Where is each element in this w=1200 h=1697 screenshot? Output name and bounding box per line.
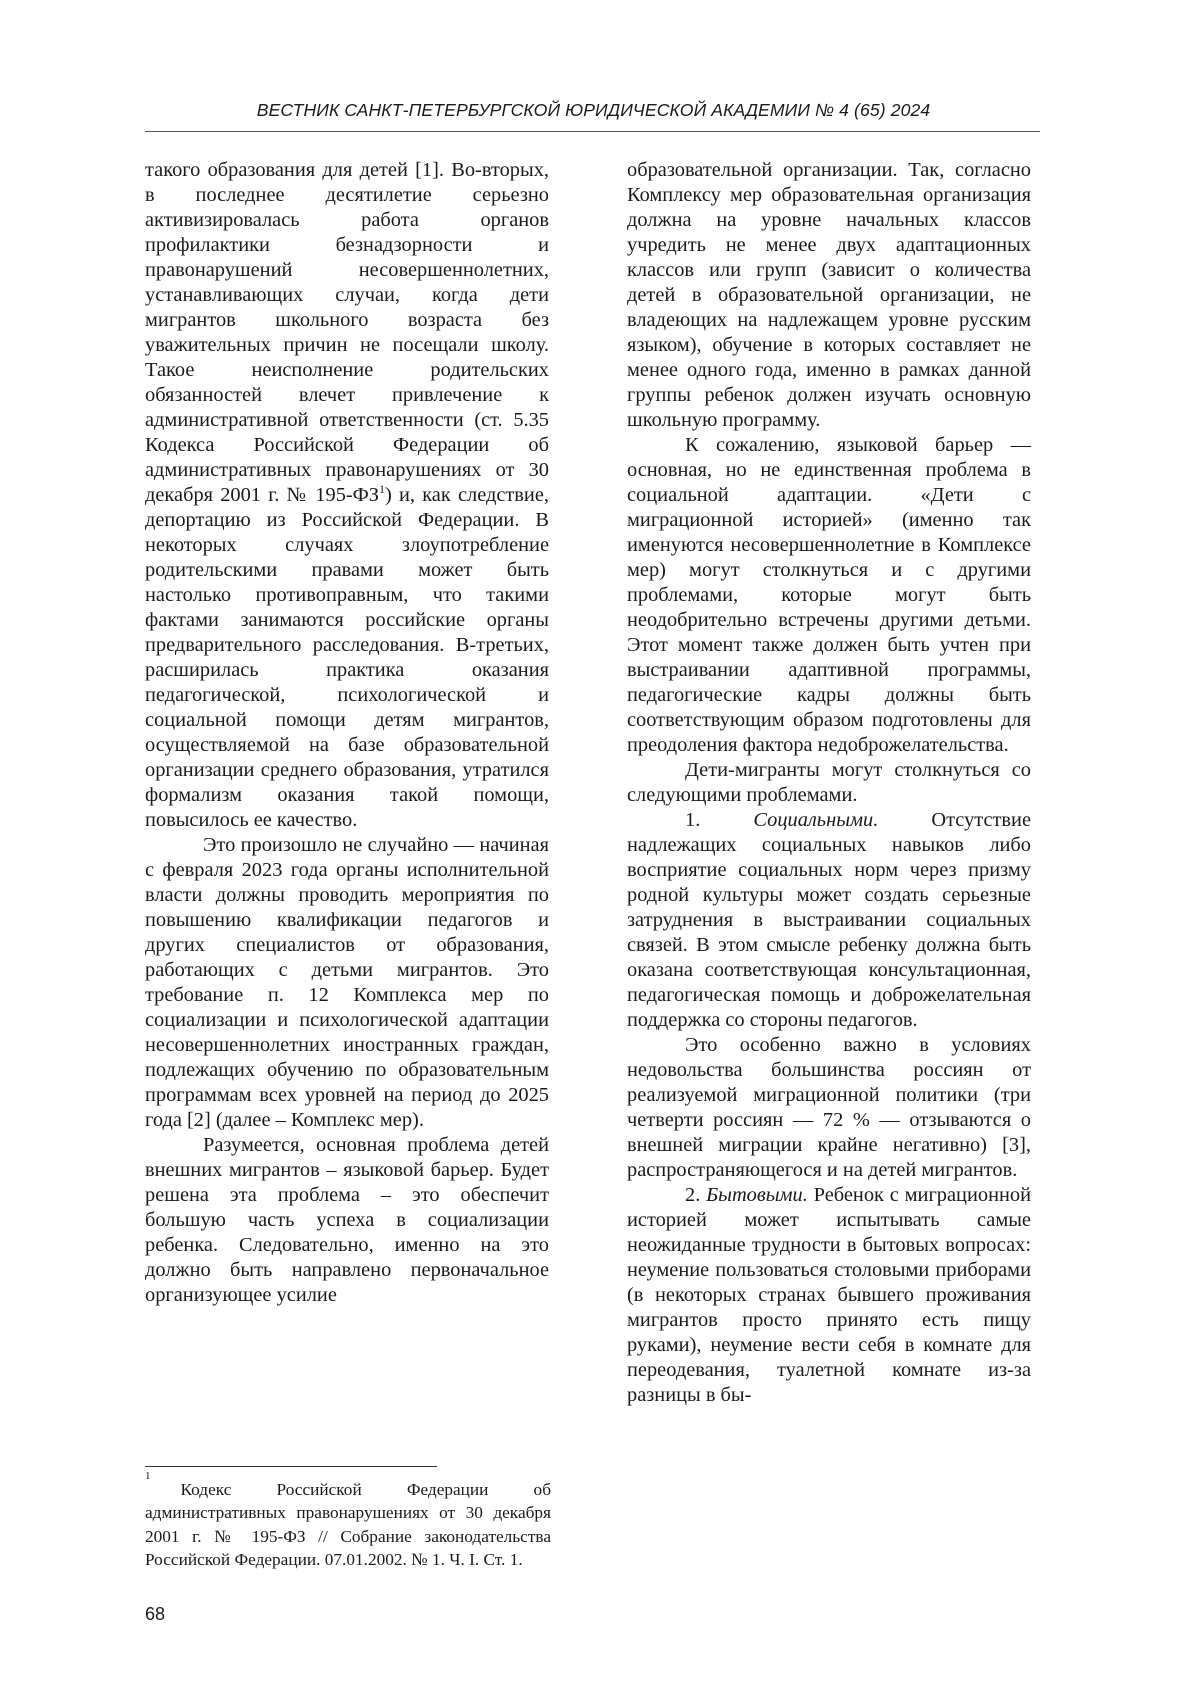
right-paragraph-6 (627, 1183, 1031, 1408)
footnote-text: Кодекс Российской Федерации об административных правонарушениях от 30 декабря 2001 г. № 195-ФЗ // Собрание законодательства Российской Федерации. 07.01.2002. № 1. Ч. I. Ст. 1. (145, 1480, 551, 1569)
footnote (145, 1470, 551, 1571)
right-paragraph-3: Дети-мигранты могут столкнуться со следующими проблемами. (627, 759, 1031, 806)
right-paragraph-4 (627, 808, 1031, 1033)
list-text-household: Ребенок с миграционной историей может испытывать самые неожиданные трудности в бытовых вопросах: неумение пользоваться столовыми приборами (в некоторых странах бывшего проживания мигрантов просто принято есть пищу руками), неумение вести себя в комнате для переодевания, туалетной комнате из-за разницы в бы- (627, 1184, 1031, 1406)
footnote-reference[interactable]: 1 (379, 482, 386, 497)
list-heading-social: Социальными. (753, 809, 879, 831)
journal-header: ВЕСТНИК САНКТ-ПЕТЕРБУРГСКОЙ ЮРИДИЧЕСКОЙ АКАДЕМИИ № 4 (65) 2024 (256, 100, 931, 120)
right-paragraph-1: образовательной организации. Так, согласно Комплексу мер образовательная организация должна на уровне начальных классов учредить не менее двух адаптационных классов или групп (зависит о количества детей в образовательной организации, не владеющих на надлежащем уровне русским языком), обучение в которых составляет не менее одного года, именно в рамках данной группы ребенок должен изучать основную школьную программу. (627, 159, 1031, 431)
left-paragraph-1-end: ) и, как следствие, депортацию из Российской Федерации. В некоторых случаях злоупотребление родительскими правами может быть настолько противоправным, что такими фактами занимаются российские органы предварительного расследования. В-третьих, расширилась практика оказания педагогической, психологической и социальной помощи детям мигрантов, осуществляемой на базе образовательной организации среднего образования, утратился формализм оказания такой помощи, повысилось ее качество. (145, 484, 549, 831)
list-number-2: 2. (685, 1184, 707, 1206)
left-paragraph-2: Это произошло не случайно — начиная с февраля 2023 года органы исполнительной власти должны проводить мероприятия по повышению квалификации педагогов и других специалистов от образования, работающих с детьми мигрантов. Это требование п. 12 Комплекса мер по социализации и психологической адаптации несовершеннолетних иностранных граждан, подлежащих обучению по образовательным программам всех уровней на период до 2025 года [2] (далее – Комплекс мер). (145, 834, 549, 1131)
footnote-mark: 1 (145, 1470, 151, 1482)
left-paragraph-3: Разумеется, основная проблема детей внешних мигрантов – языковой барьер. Будет решена эта проблема – это обеспечит большую часть успеха в социализации ребенка. Следовательно, именно на это должно быть направлено первоначальное организующее усилие (145, 1134, 549, 1306)
right-column (627, 158, 1031, 1408)
list-number-1: 1. (685, 809, 754, 831)
right-paragraph-2: К сожалению, языковой барьер — основная, но не единственная проблема в социальной адаптации. «Дети с миграционной историей» (именно так именуются несовершеннолетние в Комплексе мер) могут столкнуться и с другими проблемами, которые могут быть неодобрительно встречены другими детьми. Этот момент также должен быть учтен при выстраивании адаптивной программы, педагогические кадры должны быть соответствующим образом подготовлены для преодоления фактора недоброжелательства. (627, 434, 1031, 756)
left-paragraph-1-text: такого образования для детей [1]. Во-вторых, в последнее десятилетие серьезно активизировалась работа органов профилактики безнадзорности и правонарушений несовершеннолетних, устанавливающих случаи, когда дети мигрантов школьного возраста без уважительных причин не посещали школу. Такое неисполнение родительских обязанностей влечет привлечение к административной ответственности (ст. 5.35 Кодекса Российской Федерации об административных правонарушениях от 30 декабря 2001 г. № 195-ФЗ (145, 159, 549, 506)
list-heading-household: Бытовыми. (706, 1184, 808, 1206)
list-text-social: Отсутствие надлежащих социальных навыков либо восприятие социальных норм через призму родной культуры может создать серьезные затруднения в выстраивании социальных связей. В этом смысле ребенку должна быть оказана соответствующая консультационная, педагогическая помощь и доброжелательная поддержка со стороны педагогов. (627, 809, 1031, 1031)
header-divider (145, 131, 1040, 132)
page-number: 68 (145, 1604, 166, 1624)
left-column (145, 158, 549, 1308)
right-paragraph-5: Это особенно важно в условиях недовольства большинства россиян от реализуемой миграционной политики (три четверти россиян — 72 % — отзываются о внешней миграции крайне негативно) [3], распространяющегося и на детей мигрантов. (627, 1034, 1031, 1181)
left-paragraph-1 (145, 158, 549, 833)
footnote-divider (145, 1466, 437, 1467)
